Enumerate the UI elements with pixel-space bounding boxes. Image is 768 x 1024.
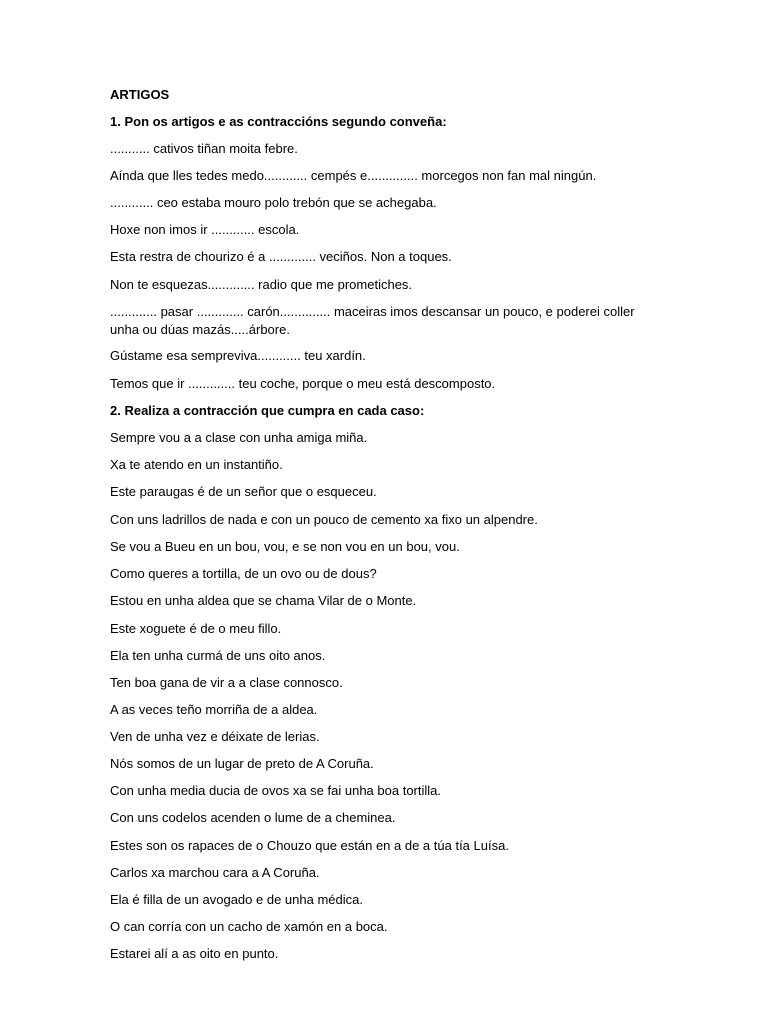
exercise-line: O can corría con un cacho de xamón en a boca. [110, 919, 388, 934]
exercise-line: Con uns ladrillos de nada e con un pouco de cemento xa fixo un alpendre. [110, 512, 538, 527]
exercise-line: Sempre vou a a clase con unha amiga miña. [110, 430, 368, 445]
exercise-line: Esta restra de chourizo é a ............. veciños. Non a toques. [110, 249, 452, 264]
section2-heading: 2. Realiza a contracción que cumpra en cada caso: [110, 403, 425, 418]
exercise-line: Ela ten unha curmá de uns oito anos. [110, 648, 326, 663]
exercise-line: Como queres a tortilla, de un ovo ou de dous? [110, 566, 377, 581]
exercise-line: Ven de unha vez e déixate de lerias. [110, 729, 320, 744]
exercise-line: Gústame esa sempreviva............ teu xardín. [110, 348, 366, 363]
exercise-line: Estes son os rapaces de o Chouzo que están en a de a túa tía Luísa. [110, 838, 509, 853]
exercise-line: Se vou a Bueu en un bou, vou, e se non vou en un bou, vou. [110, 539, 460, 554]
exercise-line: Carlos xa marchou cara a A Coruña. [110, 865, 320, 880]
exercise-line: ........... cativos tiñan moita febre. [110, 141, 298, 156]
exercise-line: Temos que ir ............. teu coche, porque o meu está descomposto. [110, 376, 496, 391]
exercise-line: Estarei alí a as oito en punto. [110, 946, 279, 961]
section1-heading: 1. Pon os artigos e as contraccións segundo conveña: [110, 114, 447, 129]
exercise-line: Con uns codelos acenden o lume de a cheminea. [110, 810, 396, 825]
document-title: ARTIGOS [110, 87, 170, 102]
exercise-line: ............. pasar ............. carón.............. maceiras imos descansar un pouco, e poderei coller unha ou dúas mazás.....árbore. [110, 304, 635, 337]
exercise-line: Ten boa gana de vir a a clase connosco. [110, 675, 343, 690]
exercise-line: Hoxe non imos ir ............ escola. [110, 222, 300, 237]
exercise-line: A as veces teño morriña de a aldea. [110, 702, 318, 717]
exercise-line: Nós somos de un lugar de preto de A Coruña. [110, 756, 374, 771]
exercise-line: ............ ceo estaba mouro polo trebón que se achegaba. [110, 195, 437, 210]
exercise-line: Aínda que lles tedes medo............ cempés e.............. morcegos non fan mal ningún. [110, 168, 597, 183]
exercise-line: Xa te atendo en un instantiño. [110, 457, 283, 472]
exercise-line: Estou en unha aldea que se chama Vilar de o Monte. [110, 593, 417, 608]
exercise-line: Non te esquezas............. radio que me prometiches. [110, 277, 413, 292]
exercise-line: Con unha media ducia de ovos xa se fai unha boa tortilla. [110, 783, 441, 798]
exercise-line: Ela é filla de un avogado e de unha médica. [110, 892, 363, 907]
exercise-line: Este paraugas é de un señor que o esqueceu. [110, 484, 377, 499]
exercise-line: Este xoguete é de o meu fillo. [110, 621, 282, 636]
